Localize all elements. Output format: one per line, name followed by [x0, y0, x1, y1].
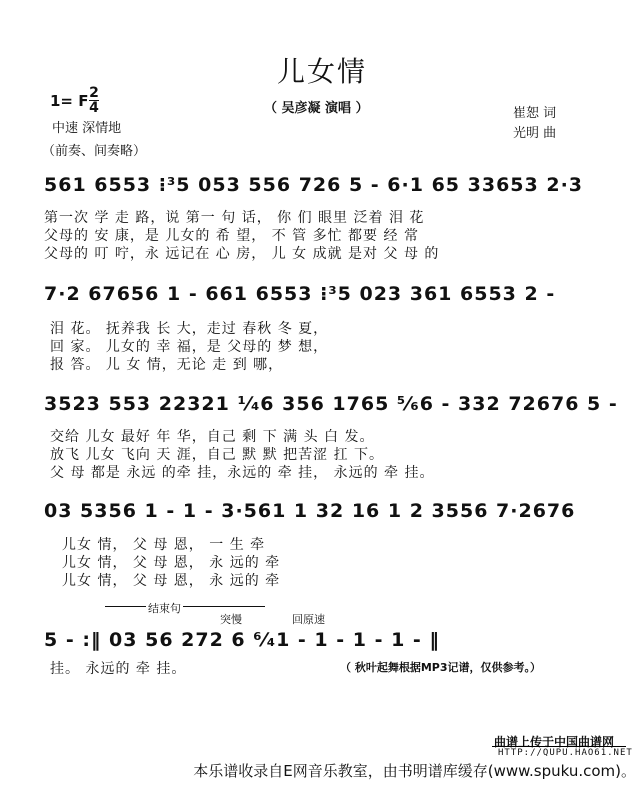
lyric-line-2-3: 报 答。 儿 女 情，无论 走 到 哪， — [50, 357, 284, 373]
lyric-line-3-2: 放飞 儿女 飞向 天 涯，自己 默 默 把苦涩 扛 下。 — [50, 447, 385, 463]
notation-line-1: 561 6553 ⁝³5 053 556 726 5 - 6·1 65 33653 2·3 — [44, 174, 584, 196]
transcription-note: （ 秋叶起舞根据MP3记谱，仅供参考。） — [340, 661, 541, 674]
watermark-rule — [492, 746, 626, 747]
lyric-line-4-1: 儿女 情， 父 母 恩， 一 生 牵 — [62, 537, 266, 553]
a-tempo-mark: 回原速 — [292, 613, 325, 626]
watermark-title: 曲谱上传于中国曲谱网 — [494, 735, 615, 749]
tempo-marking: 中速 深情地 — [52, 121, 122, 136]
lyric-line-4-2: 儿女 情， 父 母 恩， 永 远的 牵 — [62, 555, 281, 571]
lyric-line-2-1: 泪 花。 抚养我 长 大，走过 春秋 冬 夏， — [50, 321, 329, 337]
ending-bracket — [105, 606, 265, 607]
watermark-url: HTTP://QUPU.HAO61.NET — [498, 748, 633, 758]
lyric-line-3-3: 父 母 都是 永远 的牵 挂，永远的 牵 挂， 永远的 牵 挂。 — [50, 465, 435, 481]
singer-credit: （ 吴彦凝 演唱 ） — [264, 101, 369, 116]
time-signature-top: 2 — [89, 85, 99, 101]
score-title: 儿女情 — [276, 55, 367, 88]
lyric-line-3-1: 交给 儿女 最好 年 华，自己 剩 下 满 头 白 发。 — [50, 429, 375, 445]
notation-line-4: 03 5356 1 - 1 - 3·561 1 32 16 1 2 3556 7·2676 — [44, 500, 576, 522]
composer-credit: 光明 曲 — [513, 126, 557, 141]
notation-line-3: 3523 553 22321 ¹⁄₄6 356 1765 ⁵⁄₆6 - 332 72676 5 - — [44, 393, 618, 415]
lyricist-credit: 崔恕 词 — [513, 106, 557, 121]
lyric-line-1-3: 父母的 叮 咛，永 远记在 心 房， 儿 女 成就 是对 父 母 的 — [44, 246, 440, 262]
lyric-line-5-1: 挂。 永远的 牵 挂。 — [50, 661, 187, 677]
ending-label: 结束句 — [148, 602, 181, 615]
lyric-line-4-3: 儿女 情， 父 母 恩， 永 远的 牵 — [62, 573, 281, 589]
lyric-line-1-1: 第一次 学 走 路，说 第一 句 话， 你 们 眼里 泛着 泪 花 — [44, 210, 425, 226]
intro-note: （前奏、间奏略） — [42, 144, 147, 159]
source-footer: 本乐谱收录自E网音乐教室，由书明谱库缓存(www.spuku.com)。 — [193, 762, 636, 780]
lyric-line-1-2: 父母的 安 康，是 儿女的 希 望， 不 管 多忙 都要 经 常 — [44, 228, 419, 244]
lyric-line-2-2: 回 家。 儿女的 幸 福，是 父母的 梦 想， — [50, 339, 329, 355]
key-signature: 1= F — [50, 92, 89, 110]
slowing-mark: 突慢 — [220, 613, 242, 626]
notation-line-5: 5 - :‖ 03 56 272 6 ⁶⁄₄1 - 1 - 1 - 1 - ‖ — [44, 629, 440, 651]
time-signature — [89, 86, 99, 115]
time-signature-bottom: 4 — [89, 100, 99, 116]
notation-line-2: 7·2 67656 1 - 661 6553 ⁝³5 023 361 6553 2 - — [44, 283, 556, 305]
